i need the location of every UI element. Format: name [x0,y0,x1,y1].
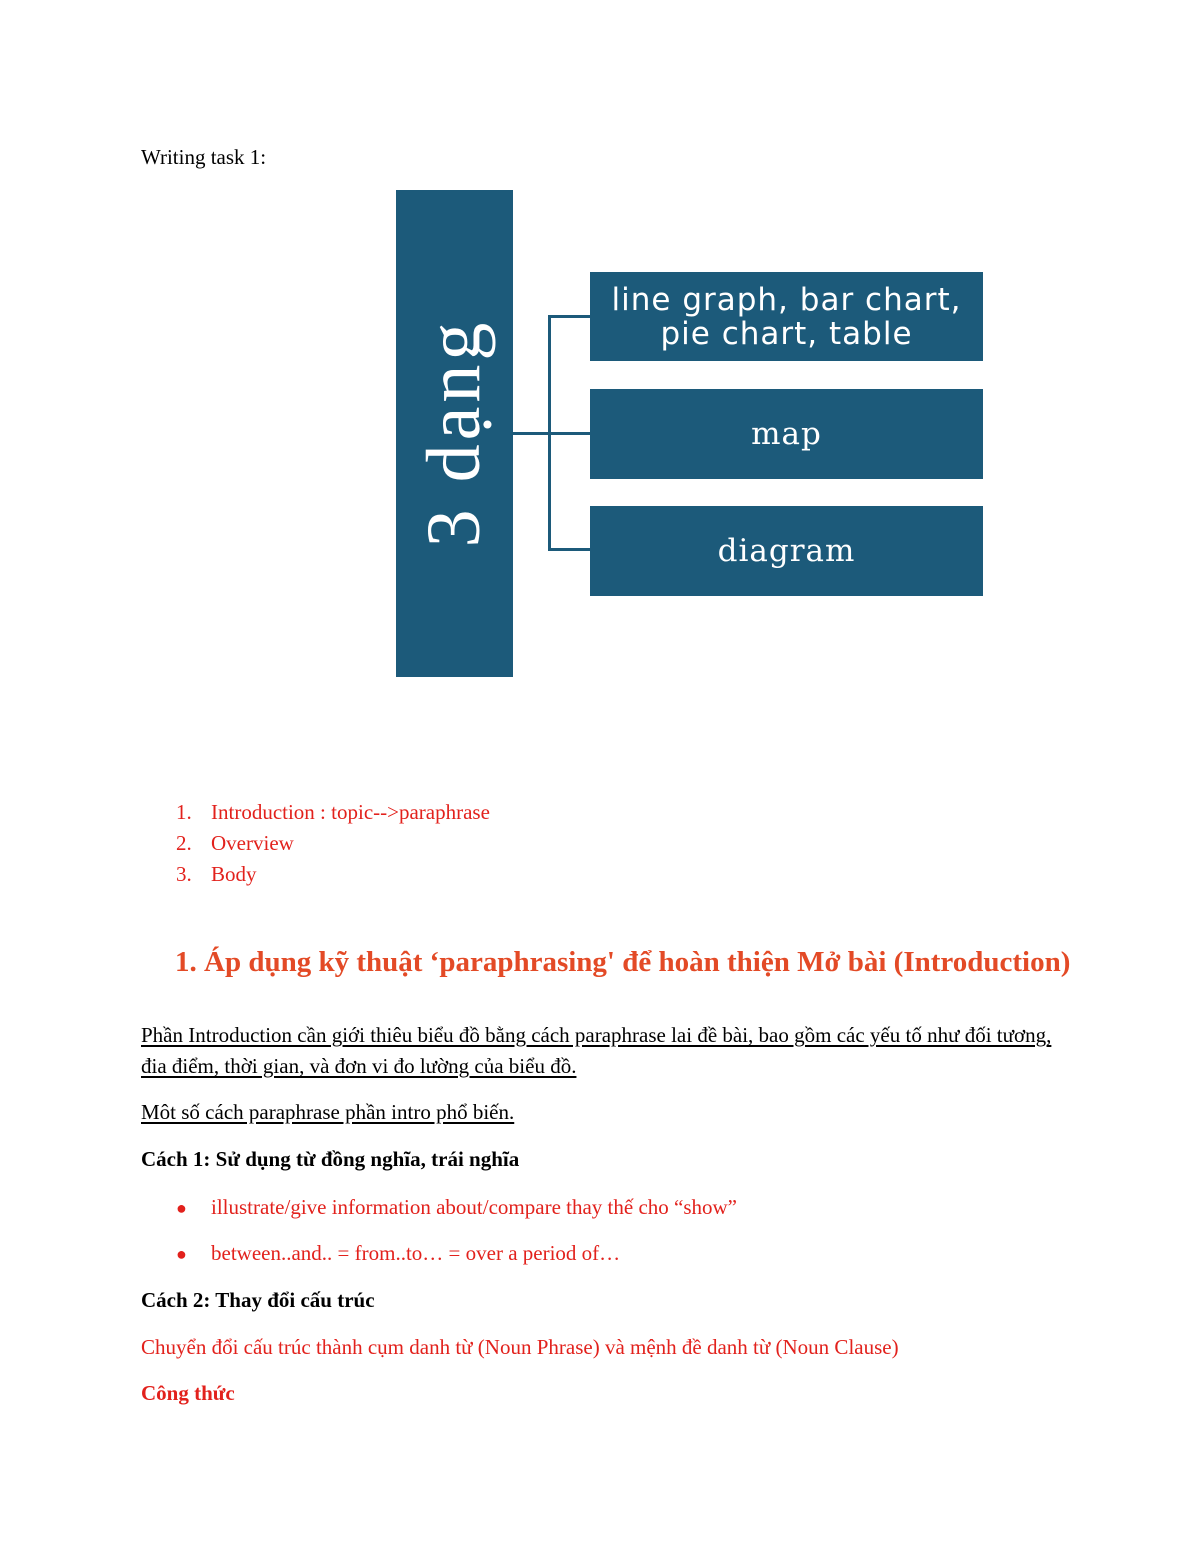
diagram-box-diagram [590,506,983,596]
diagram-vertical-label: 3 dạng [412,318,496,548]
outline-number: 2. [176,831,192,855]
connector-branch-1 [548,315,590,318]
diagram-box-map [590,389,983,479]
connector-branch-3 [548,548,590,551]
outline-text: Body [211,862,257,886]
list-item [176,1194,737,1221]
diagram-box-charts [590,272,983,361]
diagram-box-map-label: map [751,416,822,452]
common-ways-line: Môt số cách paraphrase phần intro phổ biến. [141,1100,515,1124]
document-title: Writing task 1: [141,145,267,169]
connector-stem [513,432,550,435]
outline-number: 3. [176,862,192,886]
way2-title: Cách 2: Thay đổi cấu trúc [141,1288,375,1312]
bullet-dot-icon: ● [176,1198,187,1218]
list-item [176,1240,620,1267]
way2-description: Chuyển đổi cấu trúc thành cụm danh từ (Noun Phrase) và mệnh đề danh từ (Noun Clause) [141,1335,899,1359]
outline-item [176,799,490,825]
bullet-text: between..and.. = from..to… = over a period of… [211,1241,621,1265]
diagram-box-diagram-label: diagram [717,533,856,569]
connector-branch-2 [548,432,590,435]
bullet-text: illustrate/give information about/compare thay thế cho “show” [211,1195,738,1219]
outline-number: 1. [176,800,192,824]
diagram-box-charts-label: line graph, bar chart, pie chart, table [611,281,962,352]
bullet-dot-icon: ● [176,1244,187,1264]
intro-paragraph: Phần Introduction cần giới thiêu biểu đồ bằng cách paraphrase lai đề bài, bao gồm các yếu tố như đối tương, đia điểm, thời gian, và đơn vi đo lường của biểu đồ. [141,1023,1052,1078]
outline-item [176,861,257,887]
outline-text: Introduction : topic-->paraphrase [211,800,490,824]
formula-label: Công thức [141,1381,235,1405]
section-heading: 1. Áp dụng kỹ thuật ‘paraphrasing' để hoàn thiện Mở bài (Introduction) [175,946,1071,978]
outline-item [176,830,294,856]
outline-text: Overview [211,831,294,855]
way1-title: Cách 1: Sử dụng từ đồng nghĩa, trái nghĩa [141,1147,520,1171]
